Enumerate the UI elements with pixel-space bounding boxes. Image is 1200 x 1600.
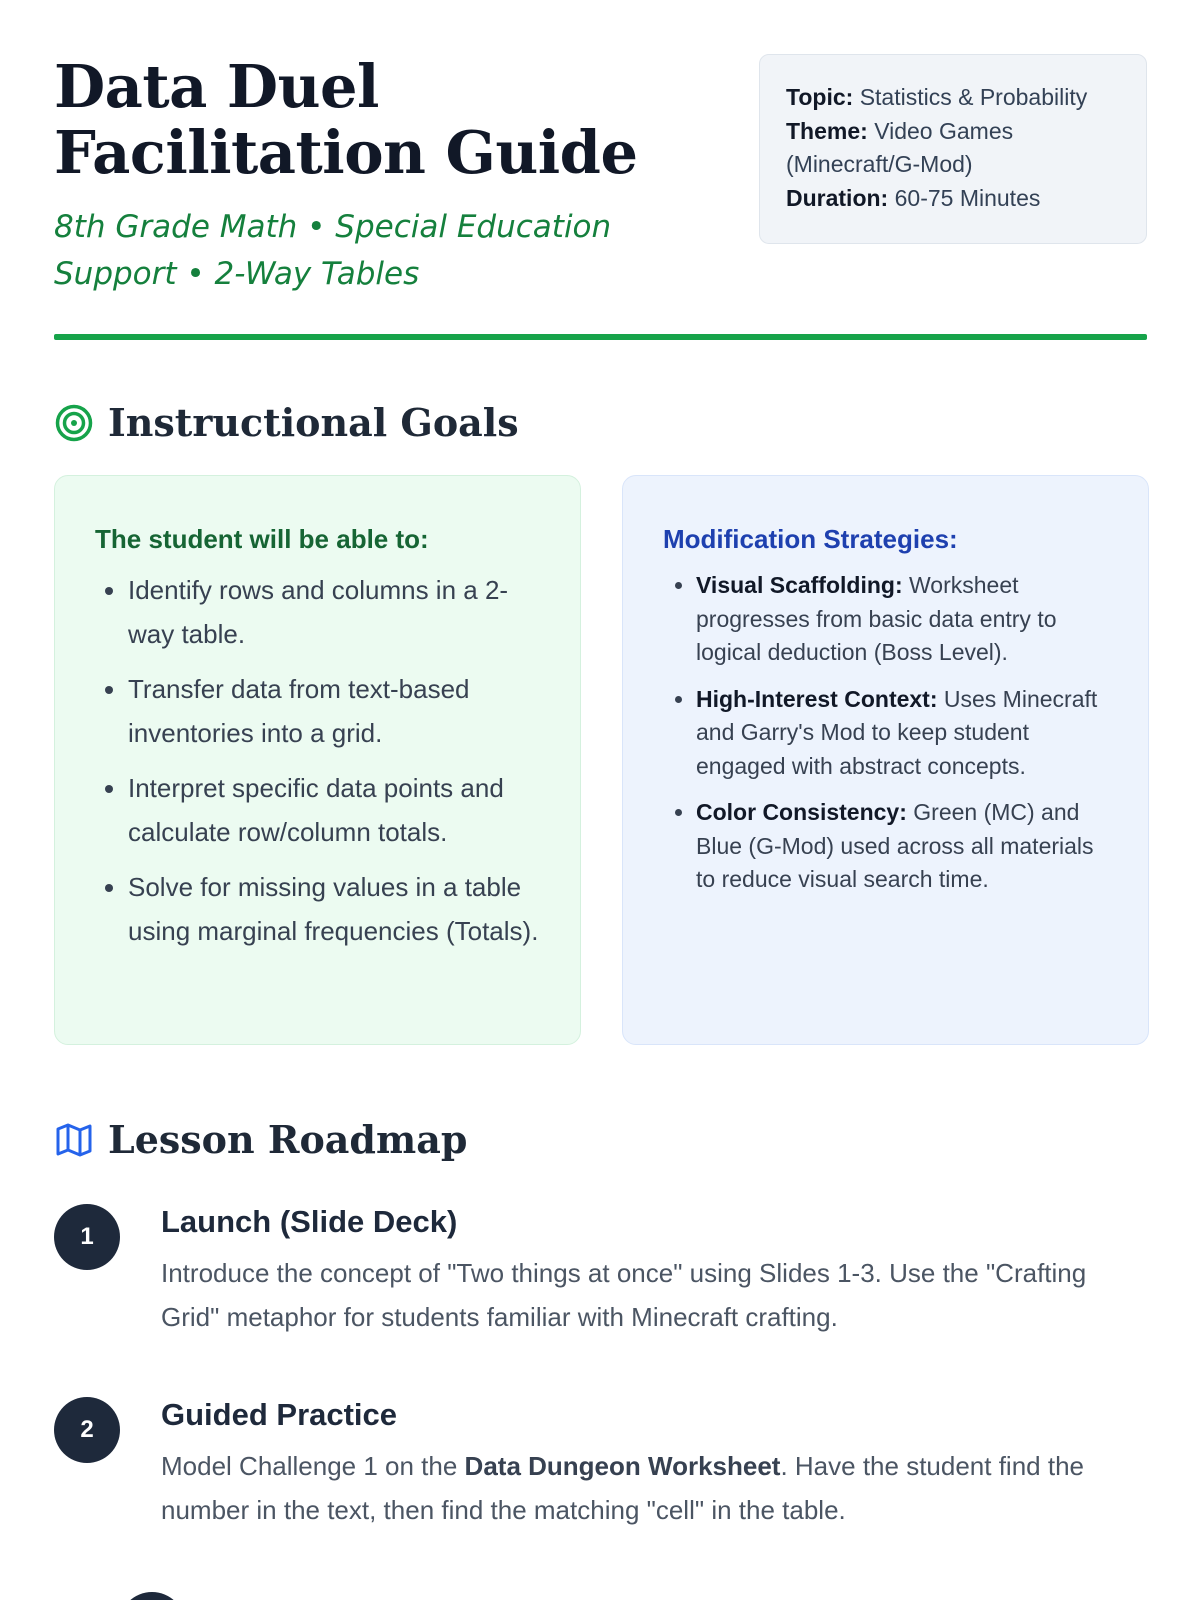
- header-divider: [54, 334, 1147, 340]
- worksheet-name: Data Dungeon Worksheet: [464, 1451, 781, 1481]
- list-item: [696, 569, 1108, 670]
- roadmap-section-title: [54, 1117, 467, 1162]
- student-goals-heading: The student will be able to:: [95, 524, 429, 554]
- page-subtitle: 8th Grade Math • Special Education Support • 2-Way Tables: [54, 209, 612, 292]
- strategy-label: Visual Scaffolding:: [696, 572, 903, 598]
- step-title: Guided Practice: [161, 1397, 398, 1432]
- list-item: • Solve for missing values in a table using marginal frequencies (Totals).: [128, 866, 540, 953]
- goals-section-title: [54, 400, 519, 445]
- roadmap-heading: Lesson Roadmap: [108, 1117, 468, 1162]
- list-item: [696, 683, 1108, 784]
- step-desc-pre: Model Challenge 1 on the: [161, 1451, 465, 1481]
- lesson-meta-box: [759, 54, 1147, 244]
- step-title: Launch (Slide Deck): [161, 1204, 458, 1239]
- meta-duration-label: Duration:: [786, 184, 889, 211]
- map-icon: [54, 1120, 94, 1160]
- page-title: Data Duel Facilitation Guide: [54, 52, 638, 187]
- step-body: [161, 1397, 1136, 1532]
- step-number-badge: 1: [54, 1204, 120, 1270]
- meta-duration-value: 60-75 Minutes: [894, 184, 1041, 211]
- goals-heading: Instructional Goals: [108, 400, 519, 445]
- strategy-text: Uses Minecraft and Garry's Mod to keep student engaged with abstract concepts.: [696, 685, 1098, 779]
- list-item: • Identify rows and columns in a 2-way table.: [128, 569, 540, 656]
- step-description: Introduce the concept of "Two things at once" using Slides 1-3. Use the "Crafting Grid" metaphor for students familiar with Minecraft crafting.: [161, 1258, 1087, 1332]
- modification-strategies-card: [622, 475, 1149, 1045]
- strategy-text: Worksheet progresses from basic data entry to logical deduction (Boss Level).: [696, 572, 1057, 665]
- meta-theme-value: Video Games (Minecraft/G-Mod): [786, 117, 1014, 177]
- step-description: [161, 1445, 1136, 1532]
- list-item: [696, 796, 1108, 897]
- strategy-text: Green (MC) and Blue (G-Mod) used across all materials to reduce visual search time.: [696, 799, 1094, 892]
- list-item: • Interpret specific data points and calculate row/column totals.: [128, 767, 540, 854]
- meta-theme-label: Theme:: [786, 117, 868, 144]
- strategy-label: High-Interest Context:: [696, 685, 938, 712]
- page-header: [54, 54, 1147, 344]
- meta-theme: [786, 115, 1120, 182]
- strategies-heading: Modification Strategies:: [663, 524, 958, 554]
- step-number-badge: 2: [54, 1397, 120, 1463]
- meta-topic: [786, 81, 1120, 115]
- strategy-label: Color Consistency:: [696, 799, 907, 825]
- strategies-list: [663, 569, 1108, 897]
- meta-topic-label: Topic:: [786, 84, 854, 110]
- student-goals-list: [95, 569, 540, 953]
- meta-topic-value: Statistics & Probability: [859, 84, 1088, 110]
- meta-duration: [786, 182, 1120, 216]
- target-icon: [54, 403, 94, 443]
- student-goals-card: [54, 475, 581, 1045]
- step-desc-post: . Have the student find the number in the text, then find the matching "cell" in the table.: [161, 1451, 1084, 1525]
- step-number-badge: [119, 1592, 185, 1600]
- list-item: • Transfer data from text-based inventories into a grid.: [128, 668, 540, 755]
- step-body: [161, 1204, 1136, 1339]
